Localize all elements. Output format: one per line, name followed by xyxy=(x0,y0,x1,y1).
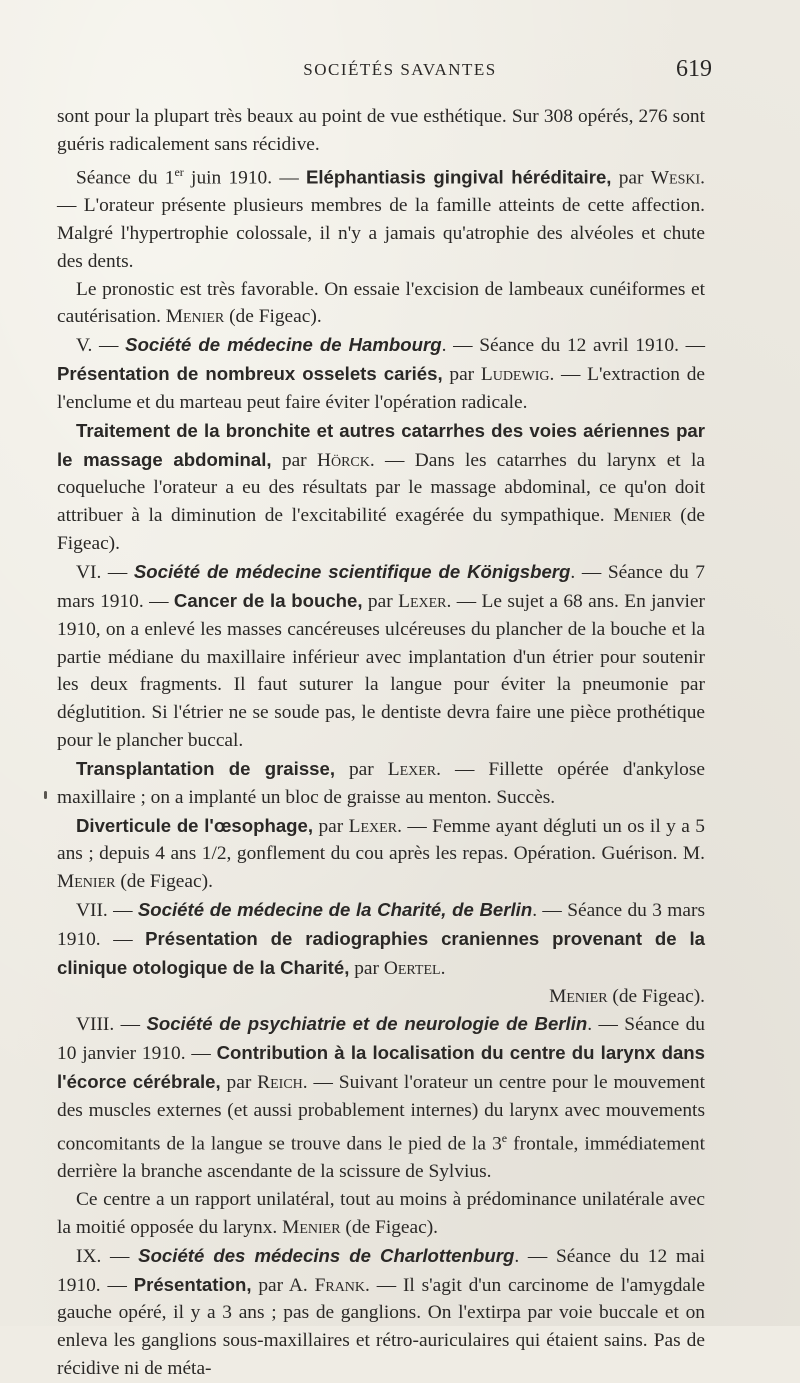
author-name: Menier xyxy=(282,1216,341,1238)
bold-heading: Eléphantiasis gingival héréditaire, xyxy=(305,166,612,188)
text-run: par xyxy=(611,167,651,189)
author-name: Menier xyxy=(613,505,672,527)
bold-heading: Présentation, xyxy=(133,1273,252,1295)
text-run: par A. xyxy=(251,1274,315,1296)
text-run: V. — xyxy=(76,335,126,357)
text-run: par xyxy=(442,364,481,386)
article-body xyxy=(57,103,705,1383)
text-run: Le pronostic est très favorable. On essaie l'excision de lambeaux cunéiformes et cautérisation. xyxy=(57,278,705,328)
margin-mark xyxy=(44,791,47,799)
society-name: Société des médecins de Charlottenburg xyxy=(138,1244,515,1266)
superscript: er xyxy=(174,164,184,179)
text-run: . — Femme ayant dégluti un os il y a 5 ans ; depuis 4 ans 1/2, gonflement du cou après les repas. Opération. Guérison. M. xyxy=(57,815,705,865)
author-name: Menier xyxy=(165,306,225,328)
text-run: par xyxy=(313,815,349,837)
bold-heading: Diverticule de l'œsophage, xyxy=(76,814,314,836)
paragraph xyxy=(57,812,705,897)
author-name: Frank xyxy=(314,1274,366,1296)
paragraph xyxy=(57,103,705,159)
text-run: Ce centre a un rapport unilatéral, tout au moins à prédominance unilatérale avec la moitié opposée du larynx. xyxy=(57,1189,705,1238)
society-name: Société de médecine de la Charité, de Berlin xyxy=(137,899,533,921)
text-run: par xyxy=(349,957,384,979)
text-run: (de Figeac). xyxy=(340,1216,439,1238)
text-run: VIII. — xyxy=(76,1014,147,1036)
paragraph xyxy=(57,755,705,812)
text-run: . — Le sujet a 68 ans. En janvier 1910, on a enlevé les masses cancéreuses ulcéreuses du plancher de la bouche et la partie médiane du maxillaire inférieur avec implantation d'un étrier pour soutenir les deux fragments. Il faut suturer la langue pour éviter la pneumonie par déglutition. Si l'étrier ne se soude pas, le dentiste devra faire une pièce prothétique pour le plancher buccal. xyxy=(57,590,705,752)
paragraph xyxy=(57,1242,705,1383)
paragraph xyxy=(57,1010,705,1186)
text-run: . — Dans les catarrhes du larynx et la coqueluche l'orateur a eu des résultats par le massage abdominal, ce qu'on doit attribuer à la diminution de l'excitabilité exagérée du sympathique. xyxy=(57,449,706,527)
text-run: . — Séance du 12 avril 1910. — xyxy=(441,335,706,357)
text-run: . — Suivant l'orateur un centre pour le mouvement des muscles externes (et aussi probablement internes) du larynx avec mouvements concomitants de la langue se trouve dans le pied de la 3 xyxy=(57,1072,705,1155)
bold-heading: Contribution à la localisation du centre du larynx dans l'écorce cérébrale, xyxy=(57,1042,705,1093)
text-run: . — Séance du 10 janvier 1910. — xyxy=(57,1014,705,1065)
bold-heading: Présentation de nombreux osselets cariés, xyxy=(57,363,443,385)
signature: Menier (de Figeac). xyxy=(549,985,705,1007)
text-run: . — Il s'agit d'un carcinome de l'amygdale gauche opéré, il y a 3 ans ; pas de ganglions. On l'extirpa par voie buccale et on enleva les ganglions sous-maxillaires et rétro-auriculaires qui étaient sains. Pas de récidive ni de méta- xyxy=(57,1274,706,1380)
society-name: Société de médecine de Hambourg xyxy=(125,334,442,356)
text-run: par xyxy=(362,590,399,612)
text-run: frontale, immédiatement derrière la branche ascendante de la scissure de Sylvius. xyxy=(57,1133,705,1183)
text-run: juin 1910. — xyxy=(183,167,306,189)
text-run: . xyxy=(440,957,446,979)
page-number: 619 xyxy=(676,56,712,82)
bold-heading: Transplantation de graisse, xyxy=(76,757,336,779)
text-run: (de Figeac). xyxy=(57,505,705,555)
paragraph xyxy=(57,896,705,1010)
running-header: SOCIÉTÉS SAVANTES xyxy=(303,60,497,79)
text-run: . — L'extraction de l'enclume et du marteau peut faire éviter l'opération radicale. xyxy=(57,364,705,413)
author-name: Lexer xyxy=(348,815,398,837)
author-name: Oertel xyxy=(383,957,441,979)
author-name: Lexer xyxy=(398,590,447,612)
author-name: Weski xyxy=(650,167,701,189)
text-run: VII. — xyxy=(76,900,138,922)
society-name: Société de psychiatrie et de neurologie de Berlin xyxy=(146,1013,588,1035)
text-run: (de Figeac). xyxy=(115,871,213,893)
text-run: par xyxy=(335,758,388,780)
paragraph xyxy=(57,159,705,276)
author-name: Hörck xyxy=(316,449,370,471)
bold-heading: Présentation de radiographies craniennes provenant de la clinique otologique de la Charité, xyxy=(57,927,706,978)
bold-heading: Cancer de la bouche, xyxy=(173,589,363,611)
text-run: . — Séance du 7 mars 1910. — xyxy=(57,561,705,612)
text-run: par xyxy=(220,1072,258,1094)
text-run: VI. — xyxy=(76,561,134,583)
paragraph xyxy=(57,558,705,755)
text-run: par xyxy=(271,449,317,471)
superscript: e xyxy=(501,1130,508,1145)
text-run: Séance du 1 xyxy=(76,167,175,189)
author-name: Reich xyxy=(257,1072,303,1094)
paragraph xyxy=(57,331,705,417)
text-run: (de Figeac). xyxy=(224,306,322,328)
text-run: . — Séance du 12 mai 1910. — xyxy=(57,1245,705,1296)
author-name: Menier xyxy=(57,871,116,893)
text-run: . — Fillette opérée d'ankylose maxillaire ; on a implanté un bloc de graisse au menton. Succès. xyxy=(57,758,705,808)
author-name: Lexer xyxy=(387,758,437,780)
text-run: sont pour la plupart très beaux au point de vue esthétique. Sur 308 opérés, 276 sont guéris radicalement sans récidive. xyxy=(57,106,705,155)
paragraph xyxy=(57,1186,705,1242)
author-name: Ludewig xyxy=(480,364,550,386)
bold-heading: Traitement de la bronchite et autres catarrhes des voies aériennes par le massage abdominal, xyxy=(57,419,705,470)
paragraph xyxy=(57,417,705,558)
text-run: . — Séance du 3 mars 1910. — xyxy=(57,900,705,950)
society-name: Société de médecine scientifique de Königsberg xyxy=(133,560,571,582)
text-run: . — L'orateur présente plusieurs membres de la famille atteints de cette affection. Malgré l'hypertrophie colossale, il n'y a jamais qu'atrophie des alvéoles et chute des dents. xyxy=(57,167,706,272)
text-run: IX. — xyxy=(76,1245,139,1267)
paragraph xyxy=(57,276,705,332)
